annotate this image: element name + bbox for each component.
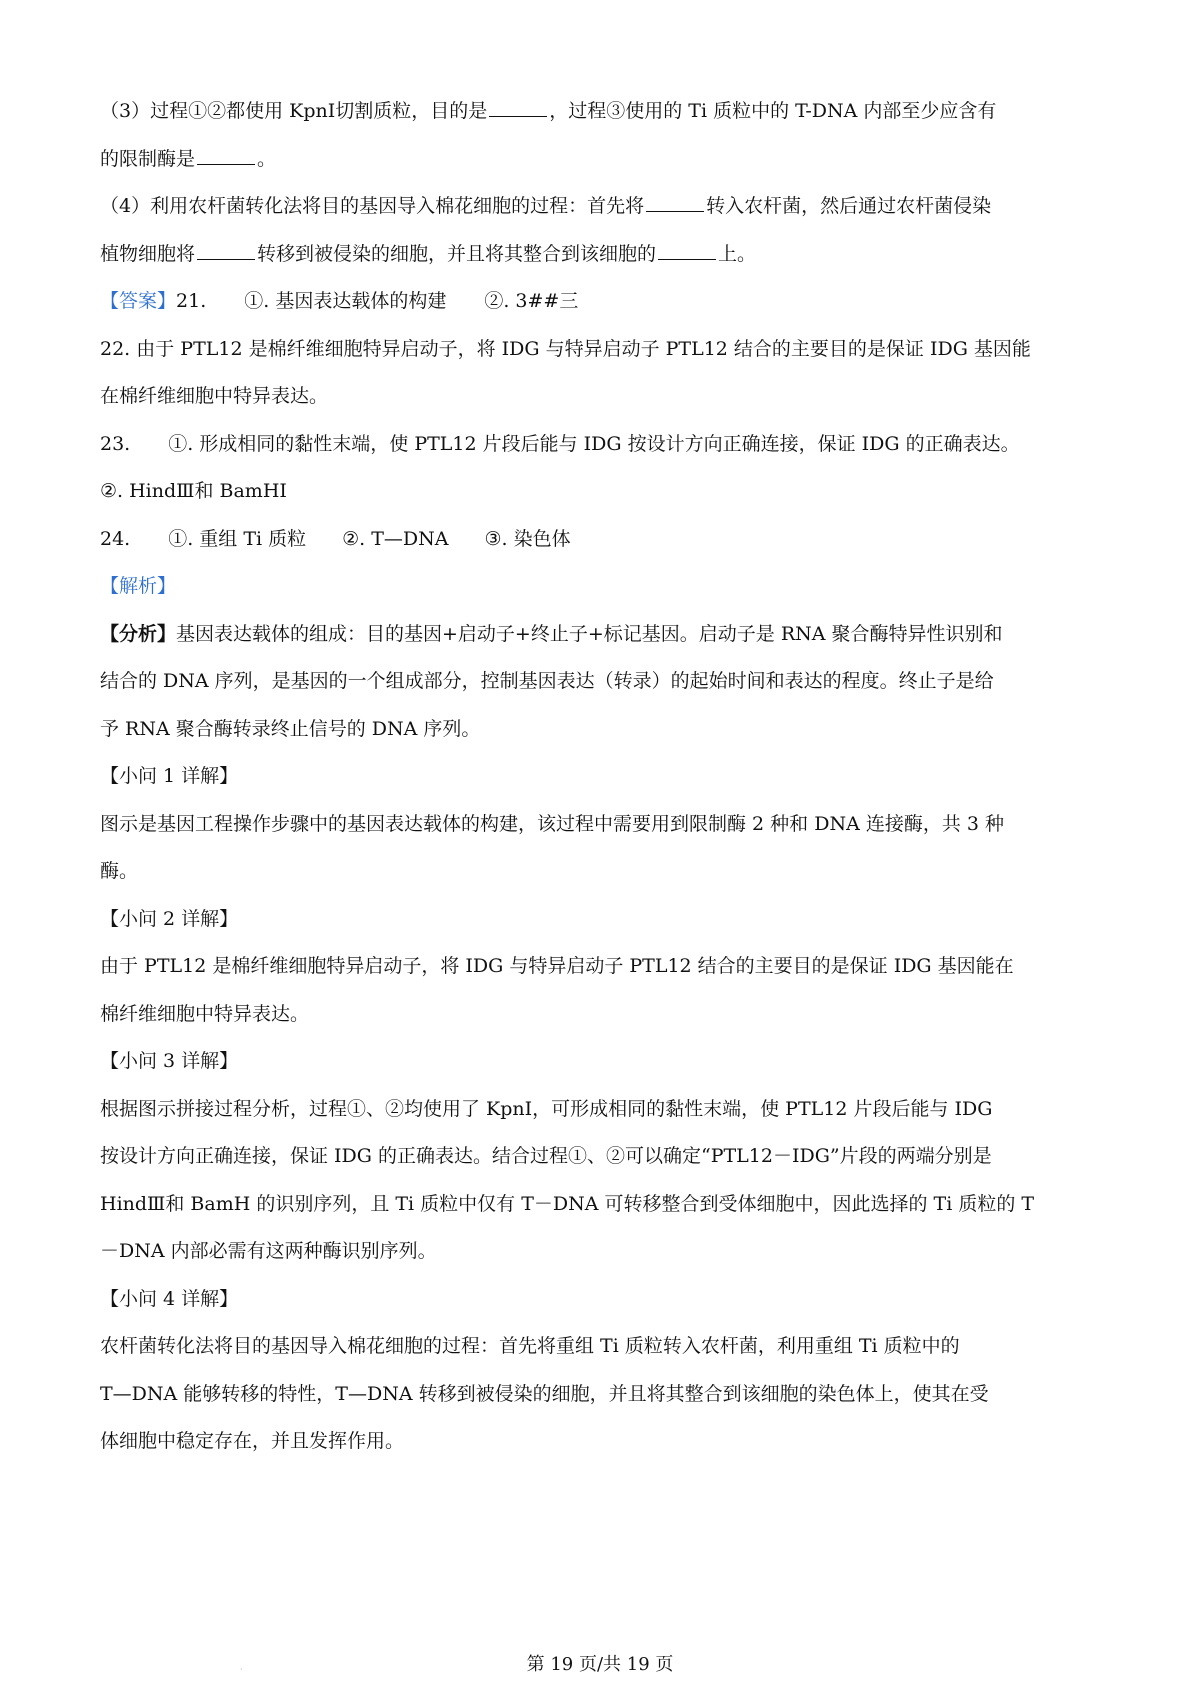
subquestion-1-heading: 【小问 1 详解】: [100, 765, 239, 787]
question-text: ，过程③使用的 Ti 质粒中的 T-DNA 内部至少应含有: [549, 100, 997, 122]
subquestion-1-line-1: 图示是基因工程操作步骤中的基因表达载体的构建，该过程中需要用到限制酶 2 种和 DNA 连接酶，共 3 种: [100, 812, 1004, 835]
subquestion-4-line-3: 体细胞中稳定存在，并且发挥作用。: [100, 1430, 405, 1452]
answer-blank: [197, 144, 255, 165]
subquestion-4-line-1: 农杆菌转化法将目的基因导入棉花细胞的过程：首先将重组 Ti 质粒转入农杆菌，利用重组 Ti 质粒中的: [100, 1335, 960, 1357]
question-text: 的限制酶是: [100, 147, 196, 170]
subquestion-2-line-1: 由于 PTL12 是棉纤维细胞特异启动子，将 IDG 与特异启动子 PTL12 结合的主要目的是保证 IDG 基因能在: [100, 955, 1014, 977]
analysis-line-3: 予 RNA 聚合酶转录终止信号的 DNA 序列。: [100, 717, 481, 740]
subquestion-4-line-2: T—DNA 能够转移的特性，T—DNA 转移到被侵染的细胞，并且将其整合到该细胞的染色体上，使其在受: [100, 1382, 989, 1405]
answer-number: 24.: [100, 527, 131, 550]
subquestion-3-line-4: －DNA 内部必需有这两种酶识别序列。: [100, 1240, 437, 1262]
answer-tag: 【答案】: [100, 290, 177, 312]
answer-blank: [658, 239, 716, 260]
answer-item: ①. 形成相同的黏性末端，使 PTL12 片段后能与 IDG 按设计方向正确连接，保证 IDG 的正确表达。: [168, 432, 1020, 455]
subquestion-4-heading: 【小问 4 详解】: [100, 1287, 239, 1310]
question-text: 。: [257, 147, 277, 170]
question-4-line-2: [100, 231, 1110, 279]
analysis-subtag: 【分析】: [100, 622, 177, 645]
answer-blank: [489, 96, 547, 117]
answer-23-line-2: ②. HindⅢ和 BamHⅠ: [100, 480, 287, 502]
question-text: 转移到被侵染的细胞，并且将其整合到该细胞的: [257, 242, 657, 265]
answer-number: 21.: [176, 290, 207, 312]
question-text: （3）过程①②都使用 KpnⅠ切割质粒，目的是: [100, 100, 488, 122]
analysis-line-1: [100, 611, 1110, 659]
subquestion-3-line-2: 按设计方向正确连接，保证 IDG 的正确表达。结合过程①、②可以确定“PTL12－IDG”片段的两端分别是: [100, 1145, 992, 1167]
answer-blank: [197, 239, 255, 260]
analysis-line-2: 结合的 DNA 序列，是基因的一个组成部分，控制基因表达（转录）的起始时间和表达的程度。终止子是给: [100, 670, 994, 692]
answer-item: ①. 基因表达载体的构建: [244, 290, 447, 312]
analysis-text: 基因表达载体的组成：目的基因+启动子+终止子+标记基因。启动子是 RNA 聚合酶特异性识别和: [176, 622, 1003, 645]
page-speck: ·: [240, 1665, 243, 1674]
document-body: [100, 88, 1110, 1466]
question-text: 植物细胞将: [100, 242, 196, 265]
subquestion-2-line-2: 棉纤维细胞中特异表达。: [100, 1002, 310, 1025]
analysis-tag: 【解析】: [100, 575, 177, 597]
subquestion-3-line-1: 根据图示拼接过程分析，过程①、②均使用了 KpnⅠ，可形成相同的黏性末端，使 PTL12 片段后能与 IDG: [100, 1097, 993, 1120]
question-3-line-1: [100, 88, 1110, 136]
question-4-line-1: [100, 183, 1110, 231]
answer-21: [100, 278, 1110, 326]
answer-23: [100, 421, 1110, 469]
answer-blank: [646, 191, 704, 212]
answer-item: ②. 3##三: [484, 290, 579, 312]
answer-item: ③. 染色体: [484, 527, 571, 550]
answer-number: 23.: [100, 432, 131, 455]
subquestion-2-heading: 【小问 2 详解】: [100, 907, 239, 930]
question-text: 转入农杆菌，然后通过农杆菌侵染: [706, 195, 992, 217]
question-text: （4）利用农杆菌转化法将目的基因导入棉花细胞的过程：首先将: [100, 195, 645, 217]
page-number: 第 19 页/共 19 页: [526, 1654, 674, 1675]
subquestion-1-line-2: 酶。: [100, 860, 139, 882]
subquestion-3-line-3: HindⅢ和 BamH 的识别序列，且 Ti 质粒中仅有 T－DNA 可转移整合到受体细胞中，因此选择的 Ti 质粒的 T: [100, 1192, 1035, 1215]
question-3-line-2: [100, 136, 1110, 184]
subquestion-3-heading: 【小问 3 详解】: [100, 1050, 239, 1072]
answer-item: ①. 重组 Ti 质粒: [168, 527, 307, 550]
answer-22-line-1: 22. 由于 PTL12 是棉纤维细胞特异启动子，将 IDG 与特异启动子 PTL12 结合的主要目的是保证 IDG 基因能: [100, 337, 1031, 360]
answer-item: ②. T—DNA: [342, 527, 449, 550]
question-text: 上。: [718, 242, 757, 265]
answer-24: [100, 516, 1110, 564]
answer-22-line-2: 在棉纤维细胞中特异表达。: [100, 385, 329, 407]
